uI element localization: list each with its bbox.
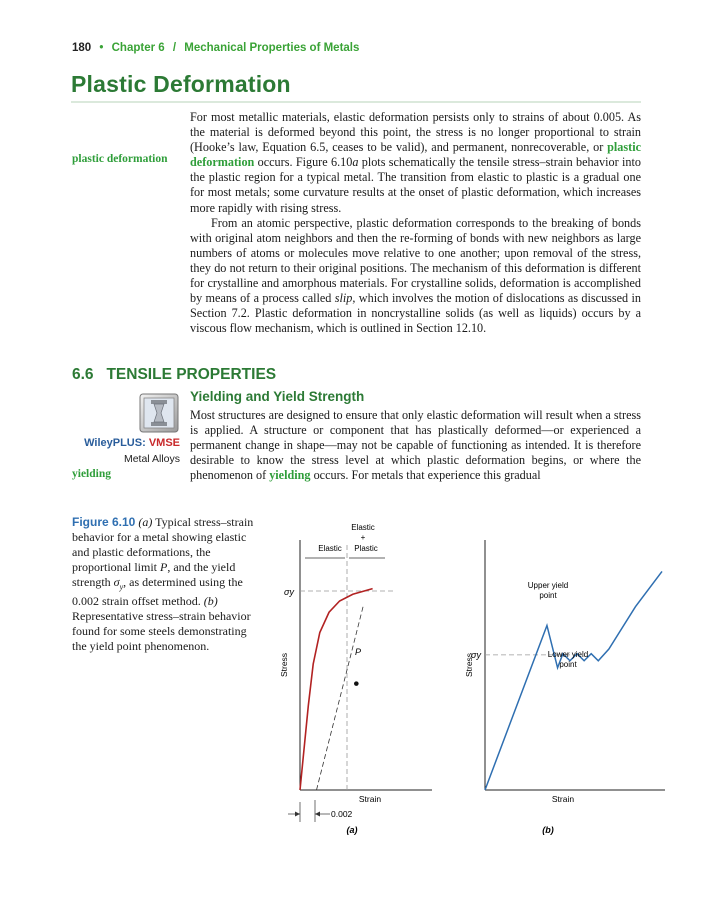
subsection-title: 6.6 TENSILE PROPERTIES [72,366,277,383]
stress-strain-curve-b [485,571,662,790]
region-label-plus: + [360,533,366,542]
keyword-plastic-deformation: plastic deformation [190,140,641,170]
proportional-limit-label: P [355,647,362,657]
title-rule [71,101,641,103]
region-label-left: Elastic [318,544,342,553]
region-label-right: Plastic [354,544,378,553]
figure-b-chart [455,515,675,840]
stress-axis-label-a: Stress [279,652,289,678]
body-text-block-2 [190,408,641,483]
panel-label-a: (a) [346,825,358,835]
paragraph-2: From an atomic perspective, plastic deformation corresponds to the breaking of bonds with original atom neighbors and then the re-forming of bonds with new neighbors as large numbers of atoms or molecules move relative to one another; upon removal of the stress, they do not return to their original positions. The mechanism of this deformation is different for crystalline and amorphous materials. For crystalline solids, deformation is accomplished by means of a process called slip, which involves the motion of dislocations as discussed in Section 7.2. Plastic deformation in noncrystalline solids (as well as liquids) occurs by a viscous flow mechanism, which is outlined in Section 12.10. [190,215,641,336]
lower-yield-label: Lower yield [547,650,589,659]
header-bullet: • [99,42,104,54]
offset-value-label: 0.002 [331,809,353,819]
figure-a-chart [270,515,450,840]
subsubsection-title: Yielding and Yield Strength [190,389,365,404]
region-label-top: Elastic [351,523,375,532]
wileyplus-module: Metal Alloys [123,453,180,465]
panel-label-b: (b) [542,825,554,835]
hourglass-icon[interactable] [139,393,179,433]
stress-strain-curve-a [300,589,373,790]
stress-axis-label-b: Stress [464,652,474,678]
running-header [72,42,359,54]
keyword-yielding: yielding [269,468,311,483]
body-text-block [190,110,641,336]
lower-yield-label-2: point [559,660,577,669]
strain-axis-label-a: Strain [358,794,382,804]
sigma-y-label-a: σy [284,587,294,597]
sigma-y-label-b: σy [471,649,481,660]
offset-line [317,606,364,791]
proportional-limit-point [354,681,359,686]
vmse-label: VMSE [148,437,180,449]
offset-arrowhead-left [295,812,300,817]
margin-term-plastic-deformation: plastic deformation [72,153,168,165]
wileyplus-link[interactable]: WileyPLUS: VMSE [84,437,180,449]
chapter-label: Chapter 6 [111,42,165,54]
header-divider: / [172,42,177,54]
upper-yield-label: Upper yield [527,581,569,590]
chapter-title: Mechanical Properties of Metals [184,42,360,54]
offset-arrowhead-right [315,812,320,817]
figure-caption: Figure 6.10 (a) Typical stress–strain behavior for a metal showing elastic and plastic deformations, the proportional limit P, and the yield strength $\sigma_y$, as determined using the 0.002 strain offset method. (b) Representative stress–strain behavior found for some steels demonstrating the yield point phenomenon. [72,515,254,654]
upper-yield-label-2: point [539,591,557,600]
margin-term-yielding: yielding [72,468,111,480]
figure-number: Figure 6.10 [72,515,136,529]
section-title: Plastic Deformation [71,71,291,97]
page-number: 180 [72,42,92,54]
paragraph-3: Most structures are designed to ensure that only elastic deformation will result when a stress is applied. A structure or component that has plastically deformed—or experienced a permanent change in shape—may not be capable of functioning as intended. It is therefore desirable to know the stress level at which plastic deformation begins, or where the phenomenon of yielding occurs. For metals that experience this gradual [190,408,641,483]
strain-axis-label-b: Strain [551,794,575,804]
paragraph-1: For most metallic materials, elastic deformation persists only to strains of about 0.005. As the material is deformed beyond this point, the stress is no longer proportional to strain (Hooke’s law, Equation 6.5, ceases to be valid), and permanent, nonrecoverable, or plastic deformation occurs. Figure 6.10a plots schematically the tensile stress–strain behavior into the plastic region for a typical metal. The transition from elastic to plastic is a gradual one for most metals; some curvature results at the onset of plastic deformation, which increases more rapidly with rising stress. [190,110,641,215]
